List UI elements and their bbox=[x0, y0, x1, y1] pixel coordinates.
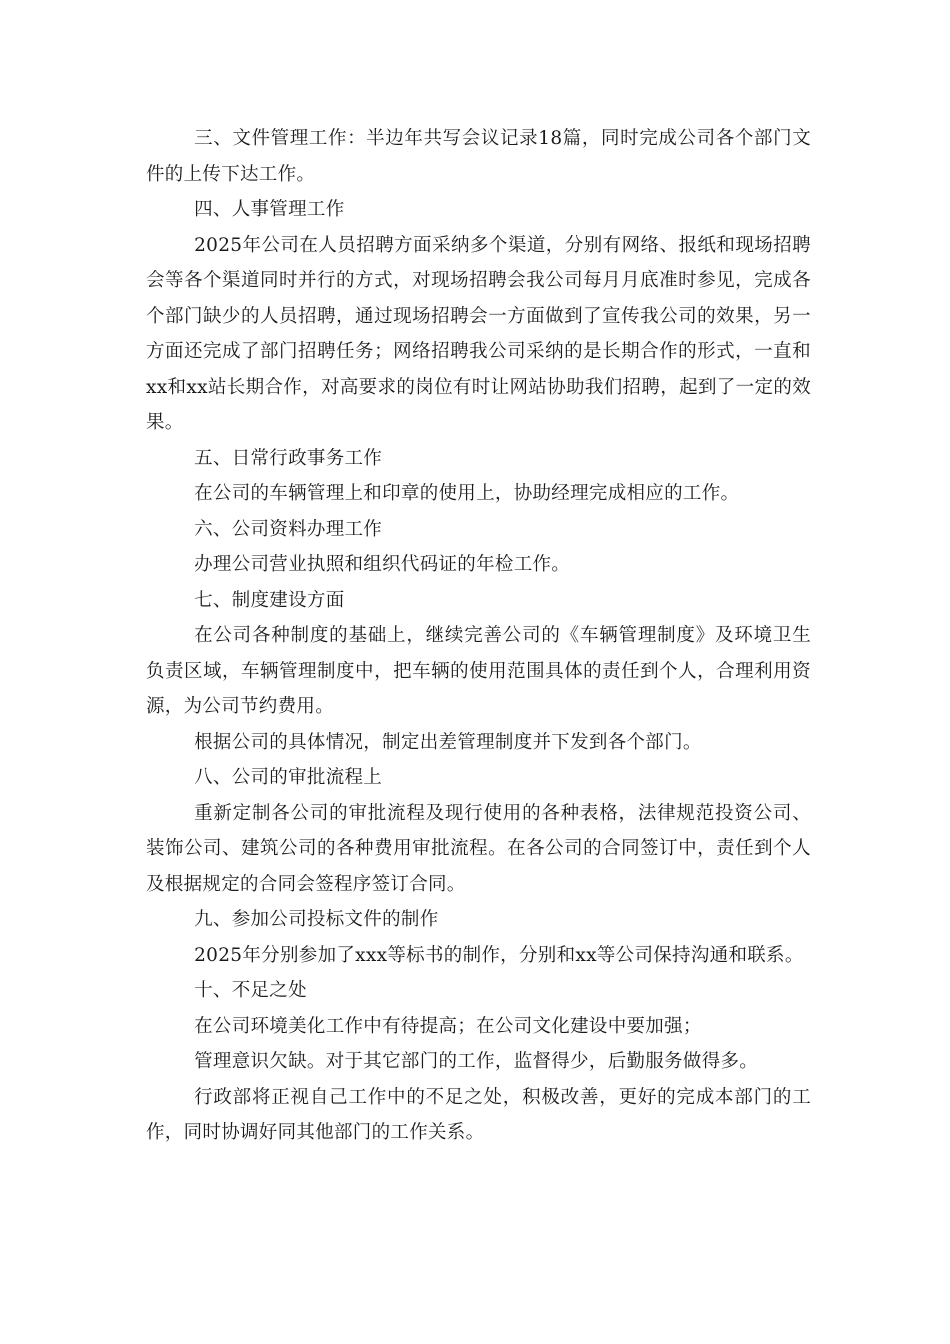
section-three-file-management: 三、文件管理工作：半边年共写会议记录18篇，同时完成公司各个部门文件的上传下达工作。 bbox=[146, 128, 811, 185]
heading-approval-process: 八、公司的审批流程上 bbox=[194, 767, 383, 788]
paragraph-travel-rules: 根据公司的具体情况，制定出差管理制度并下发到各个部门。 bbox=[194, 731, 702, 753]
heading-company-documents: 六、公司资料办理工作 bbox=[194, 518, 383, 540]
heading-daily-admin: 五、日常行政事务工作 bbox=[194, 447, 383, 469]
paragraph-license-inspection: 办理公司营业执照和组织代码证的年检工作。 bbox=[194, 554, 571, 575]
heading-shortcomings: 十、不足之处 bbox=[194, 980, 307, 1001]
paragraph-recruitment: 2025年公司在人员招聘方面采纳多个渠道，分别有网络、报纸和现场招聘会等各个渠道同时并行的方式，对现场招聘会我公司每月月底准时参见，完成各个部门缺少的人员招聘，通过现场招聘会一方面做到了宣传我公司的效果，另一方面还完成了部门招聘任务；网络招聘我公司采纳的是长期合作的形式，一直和xx和xx站长期合作，对高要求的岗位有时让网站协助我们招聘，起到了一定的效果。 bbox=[146, 234, 811, 433]
heading-bidding-documents: 九、参加公司投标文件的制作 bbox=[194, 909, 439, 930]
paragraph-environment-culture: 在公司环境美化工作中有待提高；在公司文化建设中要加强； bbox=[194, 1015, 702, 1037]
paragraph-bidding: 2025年分别参加了xxx等标书的制作，分别和xx等公司保持沟通和联系。 bbox=[194, 944, 804, 966]
paragraph-approval-process: 重新定制各公司的审批流程及现行使用的各种表格，法律规范投资公司、装饰公司、建筑公司的各种费用审批流程。在各公司的合同签订中，责任到个人及根据规定的合同会签程序签订合同。 bbox=[146, 802, 811, 895]
heading-personnel-management: 四、人事管理工作 bbox=[194, 199, 345, 220]
paragraph-vehicle-seal: 在公司的车辆管理上和印章的使用上，协助经理完成相应的工作。 bbox=[194, 483, 740, 504]
paragraph-improvement: 行政部将正视自己工作中的不足之处，积极改善，更好的完成本部门的工作，同时协调好同其他部门的工作关系。 bbox=[146, 1086, 811, 1143]
document-body bbox=[146, 121, 811, 1151]
heading-system-building: 七、制度建设方面 bbox=[194, 589, 345, 611]
paragraph-management-awareness: 管理意识欠缺。对于其它部门的工作，监督得少，后勤服务做得多。 bbox=[194, 1051, 759, 1072]
paragraph-vehicle-rules: 在公司各种制度的基础上，继续完善公司的《车辆管理制度》及环境卫生负责区域，车辆管理制度中，把车辆的使用范围具体的责任到个人，合理利用资源，为公司节约费用。 bbox=[146, 625, 811, 717]
